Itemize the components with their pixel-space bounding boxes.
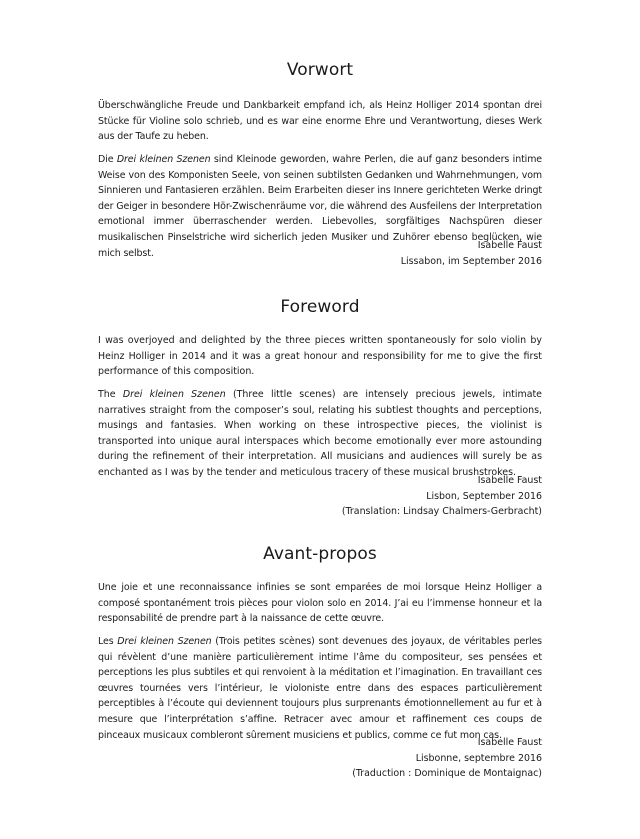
- paragraph: I was overjoyed and delighted by the three pieces written spontaneously for solo violin by Heinz Holliger in 2014 and it was a great honour and responsibility for me to give the first performance of this composition.: [98, 335, 542, 378]
- paragraph: [98, 387, 542, 481]
- section-title: Avant-propos: [263, 544, 377, 564]
- signature-translation: (Traduction : Dominique de Montaignac): [352, 768, 542, 780]
- signature: [242, 473, 542, 520]
- signature-name: Isabelle Faust: [477, 475, 542, 486]
- signature-place-date: Lisbon, September 2016: [426, 490, 542, 502]
- paragraph-text: (Trois petites scènes) sont devenues des joyaux, de véritables perles qui révèlent d’une manière particulièrement intime l’âme du compositeur, ses pensées et perceptions les plus subtiles et qui renvoient à la méditation et l’imagination. En travaillant ces œuvres tournées vers l’intérieur, le violoniste entre dans des espaces particulièrement perceptibles à l’écoute qui deviennent toujours plus surprenants émotionnellement au fur et à mesure que l’interprétation s’affine. Retracer avec amour et raffinement ces coups de pinceaux musicaux combleront sûrement musiciens et publics, comme ce fut mon cas.: [98, 636, 542, 741]
- work-title: Drei kleinen Szenen: [117, 636, 212, 647]
- signature: [242, 735, 542, 782]
- work-title: Drei kleinen Szenen: [116, 154, 211, 165]
- signature-translation: (Translation: Lindsay Chalmers-Gerbracht): [341, 506, 542, 518]
- paragraph-text: Les: [98, 636, 118, 647]
- section-title: Foreword: [280, 297, 360, 317]
- paragraph: Überschwängliche Freude und Dankbarkeit empfand ich, als Heinz Holliger 2014 spontan drei Stücke für Violine solo schrieb, und es war eine enorme Ehre und Verantwortung, dieses Werk aus der Taufe zu heben.: [98, 100, 542, 143]
- paragraph: Une joie et une reconnaissance infinies se sont emparées de moi lorsque Heinz Holliger a composé spontanément trois pièces pour violon solo en 2014. J’ai eu l’immense honneur et la responsabilité de prendre part à la naissance de cette œuvre.: [98, 582, 542, 625]
- signature-place-date: Lissabon, im September 2016: [400, 255, 542, 267]
- paragraph-text: sind Kleinode geworden, wahre Perlen, die auf ganz besonders intime Weise von des Komponisten Seele, von seinen subtilsten Gedanken und Wahrnehmungen, vom Sinnieren und Fantasieren erzählen. Beim Erarbeiten dieser ins Innere gerichteten Werke dringt der Geiger in besondere Hör-Zwischenräume vor, die während des Ausfeilens der Interpretation emotional immer überraschender werden. Liebevolles, sorgfältiges Nachspüren dieser musikalischen Pinselstriche wird sicherlich jeden Musiker und Zuhörer ebenso beglücken, wie mich selbst.: [98, 154, 542, 259]
- work-title: Drei kleinen Szenen: [122, 389, 226, 400]
- paragraph-text: The: [98, 389, 123, 400]
- section-title: Vorwort: [286, 60, 354, 80]
- signature-name: Isabelle Faust: [477, 737, 542, 748]
- paragraph: [98, 634, 542, 743]
- signature-name: Isabelle Faust: [477, 240, 542, 251]
- paragraph-text: Die: [98, 154, 117, 165]
- signature: [242, 238, 542, 269]
- paragraph-text: (Three little scenes) are intensely precious jewels, intimate narratives straight from the composer’s soul, relating his subtlest thoughts and perceptions, musings and fantasies. When working on these introspective pieces, the violinist is transported into unique aural interspaces which become emotionally ever more astounding during the refinement of their interpretation. All musicians and audiences will surely be as enchanted as I was by the tender and meticulous tracery of these musical brushstrokes.: [98, 389, 542, 478]
- signature-place-date: Lisbonne, septembre 2016: [415, 752, 542, 764]
